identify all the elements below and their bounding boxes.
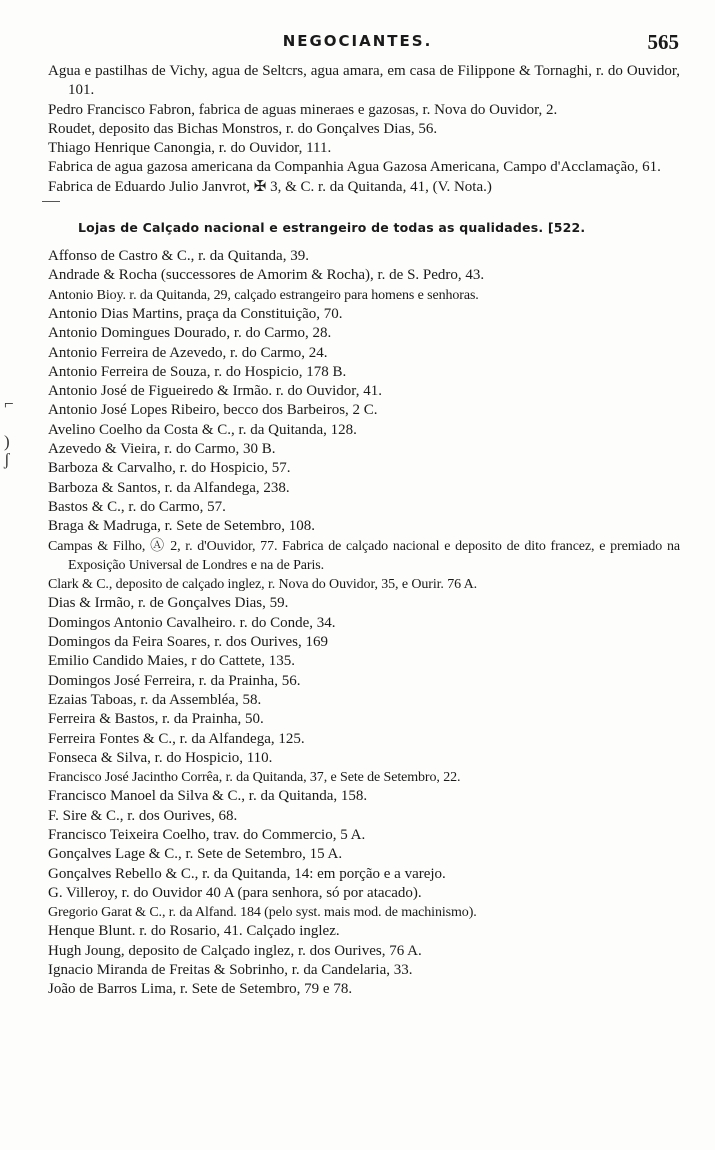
list-item: Ferreira Fontes & C., r. da Alfandega, 125. — [48, 730, 305, 747]
list-item: Hugh Joung, deposito de Calçado inglez, r. dos Ourives, 76 A. — [48, 942, 422, 959]
entries-top — [48, 62, 680, 197]
list-item: Dias & Irmão, r. de Gonçalves Dias, 59. — [48, 595, 289, 612]
list-item: Andrade & Rocha (successores de Amorim & Rocha), r. de S. Pedro, 43. — [48, 267, 485, 284]
list-item: Gonçalves Lage & C., r. Sete de Setembro, 15 A. — [48, 846, 343, 863]
shoe-shop-list — [48, 247, 680, 1000]
list-item: Ferreira & Bastos, r. da Prainha, 50. — [48, 711, 264, 728]
list-item: Antonio José Lopes Ribeiro, becco dos Barbeiros, 2 C. — [48, 402, 378, 419]
list-item: Ignacio Miranda de Freitas & Sobrinho, r. da Candelaria, 33. — [48, 962, 413, 979]
list-item: João de Barros Lima, r. Sete de Setembro, 79 e 78. — [48, 981, 353, 998]
list-item: Fabrica de Eduardo Julio Janvrot, ✠ 3, & C. r. da Quitanda, 41, (V. Nota.) — [48, 178, 492, 195]
divider — [42, 201, 60, 202]
list-item: Domingos da Feira Soares, r. dos Ourives, 169 — [48, 634, 328, 651]
margin-mark: ⌐ — [4, 394, 14, 413]
list-item: Francisco José Jacintho Corrêa, r. da Quitanda, 37, e Sete de Setembro, 22. — [48, 770, 461, 786]
page-number: 565 — [647, 30, 679, 54]
list-item: Antonio Bioy. r. da Quitanda, 29, calçado estrangeiro para homens e senhoras. — [48, 287, 479, 303]
section-heading: Lojas de Calçado nacional e estrangeiro de todas as qualidades. [522. — [78, 220, 586, 236]
margin-mark: ) — [4, 432, 10, 451]
page-header — [0, 26, 715, 60]
list-item: Emilio Candido Maies, r do Cattete, 135. — [48, 653, 296, 670]
list-item: Ezaias Taboas, r. da Assembléa, 58. — [48, 691, 262, 708]
list-item: Braga & Madruga, r. Sete de Setembro, 108. — [48, 518, 316, 535]
list-item: Bastos & C., r. do Carmo, 57. — [48, 498, 226, 515]
running-title: NEGOCIANTES. — [282, 32, 433, 50]
list-item: Antonio José de Figueiredo & Irmão. r. do Ouvidor, 41. — [48, 383, 382, 400]
list-item: Barboza & Santos, r. da Alfandega, 238. — [48, 479, 290, 496]
list-item: Avelino Coelho da Costa & C., r. da Quitanda, 128. — [48, 421, 357, 438]
list-item: Roudet, deposito das Bichas Monstros, r. do Gonçalves Dias, 56. — [48, 120, 438, 137]
list-item: Fabrica de agua gazosa americana da Companhia Agua Gazosa Americana, Campo d'Acclamação, 61. — [48, 159, 661, 176]
margin-mark: ʃ — [4, 450, 10, 469]
list-item: Gonçalves Rebello & C., r. da Quitanda, 14: em porção e a varejo. — [48, 865, 446, 882]
list-item: F. Sire & C., r. dos Ourives, 68. — [48, 807, 238, 824]
list-item: Agua e pastilhas de Vichy, agua de Seltcrs, agua amara, em casa de Filippone & Tornaghi, r. do Ouvidor, 101. — [48, 63, 680, 99]
list-item: Domingos José Ferreira, r. da Prainha, 56. — [48, 672, 301, 689]
list-item: Antonio Ferreira de Souza, r. do Hospicio, 178 B. — [48, 363, 347, 380]
list-item: Antonio Domingues Dourado, r. do Carmo, 28. — [48, 325, 332, 342]
list-item: G. Villeroy, r. do Ouvidor 40 A (para senhora, só por atacado). — [48, 884, 422, 901]
list-item: Clark & C., deposito de calçado inglez, r. Nova do Ouvidor, 35, e Ourir. 76 A. — [48, 577, 478, 593]
list-item: Azevedo & Vieira, r. do Carmo, 30 B. — [48, 441, 276, 458]
list-item: Thiago Henrique Canongia, r. do Ouvidor, 111. — [48, 140, 332, 157]
list-item: Fonseca & Silva, r. do Hospicio, 110. — [48, 749, 273, 766]
list-item: Antonio Ferreira de Azevedo, r. do Carmo, 24. — [48, 344, 328, 361]
list-item: Campas & Filho, Ⓐ 2, r. d'Ouvidor, 77. Fabrica de calçado nacional e deposito de dito francez, e premiado na Exposição Universal de Londres e na de Paris. — [48, 538, 680, 573]
list-item: Antonio Dias Martins, praça da Constituição, 70. — [48, 305, 343, 322]
list-item: Barboza & Carvalho, r. do Hospicio, 57. — [48, 460, 291, 477]
list-item: Domingos Antonio Cavalheiro. r. do Conde, 34. — [48, 614, 336, 631]
list-item: Francisco Manoel da Silva & C., r. da Quitanda, 158. — [48, 788, 368, 805]
list-item: Pedro Francisco Fabron, fabrica de aguas mineraes e gazosas, r. Nova do Ouvidor, 2. — [48, 101, 558, 118]
list-item: Francisco Teixeira Coelho, trav. do Commercio, 5 A. — [48, 826, 366, 843]
list-item: Henque Blunt. r. do Rosario, 41. Calçado inglez. — [48, 923, 340, 940]
list-item: Affonso de Castro & C., r. da Quitanda, 39. — [48, 248, 309, 265]
list-item: Gregorio Garat & C., r. da Alfand. 184 (pelo syst. mais mod. de machinismo). — [48, 905, 477, 921]
document-body — [48, 62, 680, 1000]
